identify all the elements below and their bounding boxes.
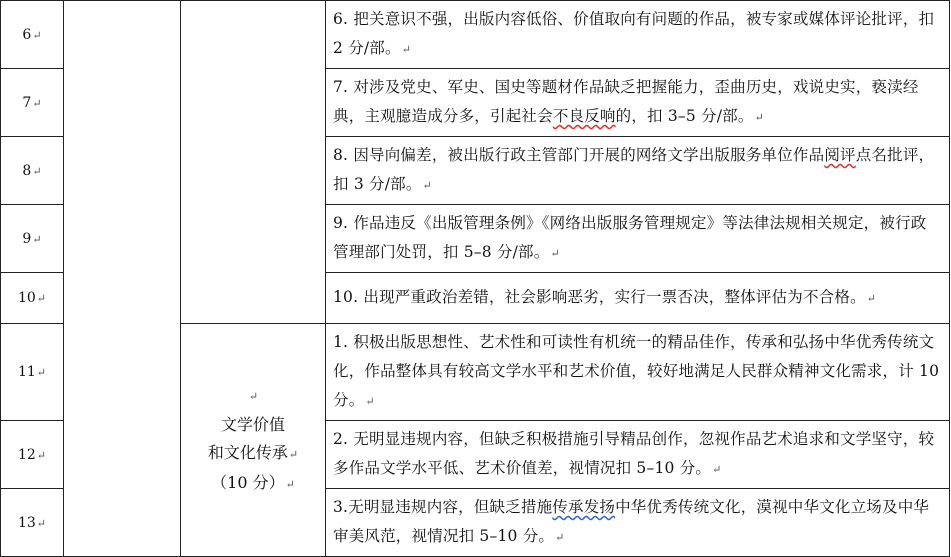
- criteria-text: 1. 积极出版思想性、艺术性和可读性有机统一的精品佳作，传承和弘扬中华优秀传统文化，作品整体具有较高文学水平和艺术价值，较好地满足人民群众精神文化需求，计 10 分。↵: [326, 324, 950, 421]
- category-label: ↵ 文学价值 和文化传承↵ （10 分）↵: [181, 324, 326, 557]
- criteria-text: 6. 把关意识不强，出版内容低俗、价值取向有问题的作品，被专家或媒体评论批评，扣 2 分/部。↵: [326, 1, 950, 69]
- row-number: 11↵: [1, 324, 64, 421]
- row-number: 6↵: [1, 1, 64, 69]
- criteria-text: 10. 出现严重政治差错，社会影响恶劣，实行一票否决，整体评估为不合格。↵: [326, 273, 950, 324]
- criteria-text: 8. 因导向偏差，被出版行政主管部门开展的网络文学出版服务单位作品阅评点名批评，扣 3 分/部。↵: [326, 137, 950, 205]
- criteria-text: 2. 无明显违规内容，但缺乏积极措施引导精品创作，忽视作品艺术追求和文学坚守，较多作品文学水平低、艺术价值差，视情况扣 5–10 分。↵: [326, 421, 950, 489]
- criteria-text: 3.无明显违规内容，但缺乏措施传承发扬中华优秀传统文化，漠视中华文化立场及中华审美风范，视情况扣 5–10 分。↵: [326, 489, 950, 557]
- row-number: 12↵: [1, 421, 64, 489]
- row-number: 10↵: [1, 273, 64, 324]
- criteria-text: 7. 对涉及党史、军史、国史等题材作品缺乏把握能力，歪曲历史，戏说史实，亵渎经典，主观臆造成分多，引起社会不良反响的，扣 3–5 分/部。↵: [326, 69, 950, 137]
- row-number: 8↵: [1, 137, 64, 205]
- criteria-text: 9. 作品违反《出版管理条例》《网络出版服务管理规定》等法律法规相关规定，被行政管理部门处罚，扣 5–8 分/部。↵: [326, 205, 950, 273]
- table-row: [1, 1, 950, 69]
- merged-category-cell: [64, 1, 181, 557]
- subcategory-cell: [181, 1, 326, 324]
- row-number: 9↵: [1, 205, 64, 273]
- row-number: 7↵: [1, 69, 64, 137]
- row-number: 13↵: [1, 489, 64, 557]
